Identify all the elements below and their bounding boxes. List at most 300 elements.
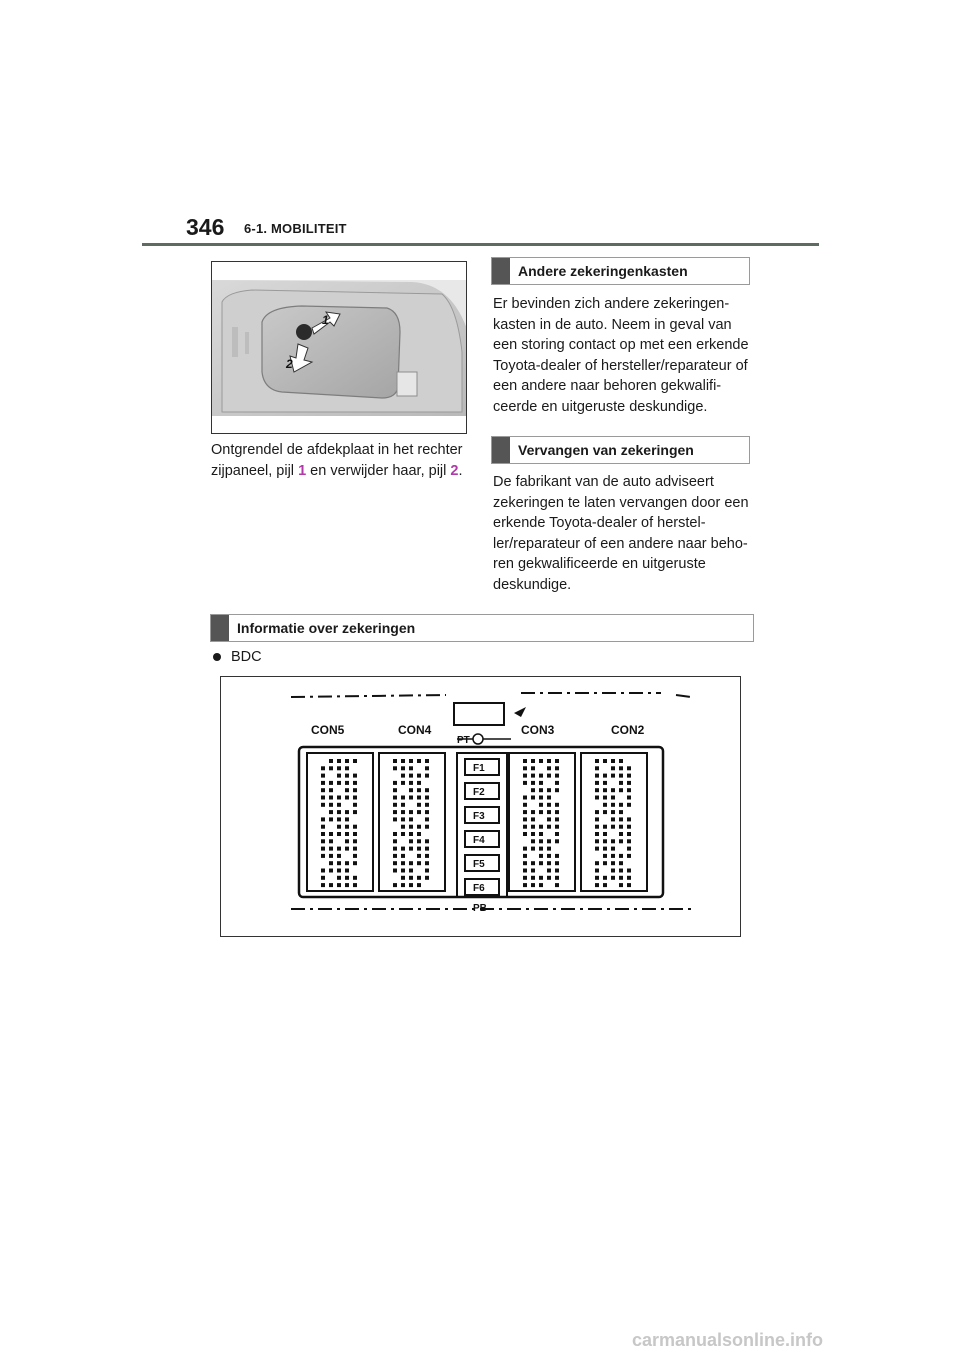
photo-caption — [211, 440, 473, 482]
connector-pin — [417, 774, 421, 778]
connector-pin — [611, 810, 615, 814]
connector-pin — [627, 832, 631, 836]
connector-pin — [417, 839, 421, 843]
connector-pin — [409, 883, 413, 887]
connector-pin — [595, 825, 599, 829]
connector-pin — [523, 759, 527, 763]
connector-pin — [603, 788, 607, 792]
connector-pin — [337, 766, 341, 770]
connector-pin — [547, 759, 551, 763]
connector-pin — [531, 774, 535, 778]
connector-pin — [345, 883, 349, 887]
connector-pin — [329, 861, 333, 865]
connector-pin — [329, 832, 333, 836]
connector-pin — [523, 774, 527, 778]
connector-pin — [523, 861, 527, 865]
connector-pin — [619, 774, 623, 778]
connector-pin — [555, 854, 559, 858]
connector-pin — [321, 766, 325, 770]
connector-pin — [531, 817, 535, 821]
connector-pin — [409, 788, 413, 792]
connector-pin — [353, 832, 357, 836]
arrow-2-label: 2 — [286, 357, 293, 371]
connector-pin — [523, 817, 527, 821]
connector-pin — [531, 796, 535, 800]
connector-label-con5: CON5 — [311, 723, 345, 737]
connector-pin — [417, 810, 421, 814]
connector-pin — [595, 876, 599, 880]
connector-pin — [353, 825, 357, 829]
connector-pin — [595, 810, 599, 814]
connector-pin — [321, 825, 325, 829]
connector-pin — [531, 810, 535, 814]
connector-pin — [539, 810, 543, 814]
heading-label: Informatie over zekeringen — [237, 620, 416, 636]
connector-pin — [425, 796, 429, 800]
connector-pin — [555, 876, 559, 880]
connector-pin — [409, 847, 413, 851]
connector-pin — [547, 861, 551, 865]
connector-label-con4: CON4 — [398, 723, 432, 737]
connector-pin — [393, 883, 397, 887]
connector-pin — [425, 766, 429, 770]
connector-pin — [611, 825, 615, 829]
connector-pin — [619, 781, 623, 785]
heading-replacing-fuses — [491, 436, 750, 464]
caption-line-1: Ontgrendel de afdekplaat in het rechter — [211, 442, 463, 458]
connector-pin — [409, 774, 413, 778]
connector-pin — [547, 796, 551, 800]
connector-pin — [555, 766, 559, 770]
connector-pin — [329, 788, 333, 792]
connector-pin — [417, 781, 421, 785]
connector-label-con2: CON2 — [611, 723, 645, 737]
connector-pin — [627, 817, 631, 821]
connector-pin — [393, 803, 397, 807]
connector-pin — [523, 810, 527, 814]
connector-pin — [539, 861, 543, 865]
connector-pin — [393, 759, 397, 763]
connector-pin — [611, 861, 615, 865]
connector-pin — [539, 774, 543, 778]
connector-pin — [531, 781, 535, 785]
connector-pin — [595, 759, 599, 763]
connector-pin — [595, 883, 599, 887]
connector-pin — [409, 832, 413, 836]
connector-pin — [555, 810, 559, 814]
connector-pin — [425, 825, 429, 829]
connector-pin — [627, 803, 631, 807]
connector-pin — [337, 810, 341, 814]
connector-pin — [523, 825, 527, 829]
connector-pin — [321, 854, 325, 858]
connector-pin — [523, 854, 527, 858]
connector-pin — [555, 803, 559, 807]
connector-pin — [555, 839, 559, 843]
connector-pin — [393, 854, 397, 858]
connector-pin — [531, 847, 535, 851]
connector-pin — [603, 759, 607, 763]
connector-pin — [345, 876, 349, 880]
connector-pin — [329, 883, 333, 887]
connector-pin — [345, 869, 349, 873]
connector-pin — [345, 839, 349, 843]
arrow-2-ref: 2 — [450, 463, 459, 479]
connector-pin — [417, 847, 421, 851]
paragraph-other-fuse-boxes: Er bevinden zich andere zekeringen- kasten in de auto. Neem in geval van een storing contact op met een erkende Toyota-dealer of hersteller/reparateur of een andere naar behoren gekwalifi- ceerde en uitgeruste deskundige. — [493, 296, 749, 415]
fuse-label-f6: F6 — [473, 883, 485, 894]
connector-pin — [345, 774, 349, 778]
connector-pin — [337, 803, 341, 807]
bullet-bdc — [213, 649, 262, 665]
connector-pin — [329, 781, 333, 785]
connector-pin — [523, 883, 527, 887]
connector-pin — [619, 810, 623, 814]
connector-pin — [539, 847, 543, 851]
connector-pin — [337, 825, 341, 829]
connector-pin — [531, 832, 535, 836]
connector-pin — [539, 854, 543, 858]
connector-pin — [401, 810, 405, 814]
connector-pin — [531, 759, 535, 763]
connector-pin — [401, 847, 405, 851]
connector-pin — [417, 876, 421, 880]
connector-pin — [627, 847, 631, 851]
connector-pin — [603, 832, 607, 836]
connector-pin — [547, 839, 551, 843]
connector-pin — [603, 847, 607, 851]
connector-pin — [603, 810, 607, 814]
connector-pin — [393, 817, 397, 821]
connector-pin — [401, 774, 405, 778]
connector-pin — [619, 869, 623, 873]
connector-pin — [611, 869, 615, 873]
connector-pin — [393, 832, 397, 836]
connector-pin — [353, 854, 357, 858]
connector-pin — [547, 854, 551, 858]
connector-pin — [611, 788, 615, 792]
connector-pin — [409, 861, 413, 865]
connector-pin — [425, 869, 429, 873]
connector-pin — [393, 839, 397, 843]
connector-pin — [329, 839, 333, 843]
connector-pin — [627, 825, 631, 829]
connector-pin — [417, 854, 421, 858]
heading-label: Vervangen van zekeringen — [518, 442, 694, 458]
connector-pin — [409, 869, 413, 873]
connector-pin — [619, 876, 623, 880]
connector-pin — [393, 781, 397, 785]
connector-pin — [353, 839, 357, 843]
connector-pin — [425, 861, 429, 865]
connector-pin — [401, 861, 405, 865]
connector-pin — [531, 766, 535, 770]
fuse-label-f1: F1 — [473, 763, 485, 774]
connector-pin — [345, 832, 349, 836]
connector-pin — [611, 759, 615, 763]
connector-pin — [329, 810, 333, 814]
connector-pin — [547, 810, 551, 814]
watermark: carmanualsonline.info — [632, 1330, 824, 1350]
connector-pin — [619, 883, 623, 887]
connector-pin — [401, 854, 405, 858]
connector-pin — [619, 861, 623, 865]
connector-pin — [627, 766, 631, 770]
connector-pin — [619, 803, 623, 807]
connector-pin — [555, 774, 559, 778]
connector-pin — [417, 788, 421, 792]
connector-pin — [595, 781, 599, 785]
connector-pin — [425, 854, 429, 858]
connector-pin — [603, 861, 607, 865]
arrow-1-ref: 1 — [298, 463, 307, 479]
connector-pin — [329, 796, 333, 800]
bottom-terminal-label: PB — [473, 903, 487, 914]
connector-pin — [401, 766, 405, 770]
connector-pin — [627, 869, 631, 873]
paragraph-replacing-fuses: De fabrikant van de auto adviseert zekeringen te laten vervangen door een erkende Toyota-dealer of herstel- ler/reparateur of een andere naar beho- ren gekwalificeerde en uitgeruste deskundige. — [493, 474, 749, 593]
connector-pin — [539, 759, 543, 763]
connector-pin — [353, 861, 357, 865]
connector-pin — [555, 825, 559, 829]
connector-pin — [329, 847, 333, 851]
connector-pin — [353, 803, 357, 807]
connector-pin — [425, 774, 429, 778]
fuse-label-f5: F5 — [473, 859, 485, 870]
connector-pin — [523, 876, 527, 880]
connector-pin — [329, 803, 333, 807]
page-number: 346 — [186, 214, 225, 240]
connector-pin — [619, 788, 623, 792]
connector-pin — [547, 876, 551, 880]
connector-pin — [353, 847, 357, 851]
connector-pin — [627, 854, 631, 858]
connector-pin — [531, 883, 535, 887]
connector-pin — [393, 847, 397, 851]
connector-pin — [555, 832, 559, 836]
connector-pin — [345, 810, 349, 814]
connector-pin — [611, 803, 615, 807]
connector-pin — [401, 876, 405, 880]
connector-pin — [627, 781, 631, 785]
connector-pin — [523, 832, 527, 836]
connector-pin — [547, 847, 551, 851]
connector-pin — [547, 803, 551, 807]
connector-pin — [555, 781, 559, 785]
connector-pin — [321, 839, 325, 843]
connector-pin — [627, 839, 631, 843]
connector-pin — [547, 774, 551, 778]
connector-pin — [603, 839, 607, 843]
connector-pin — [547, 788, 551, 792]
fuse-label-f3: F3 — [473, 811, 485, 822]
connector-pin — [329, 766, 333, 770]
connector-pin — [603, 774, 607, 778]
connector-pin — [345, 861, 349, 865]
connector-pin — [595, 861, 599, 865]
fuse-label-f4: F4 — [473, 835, 485, 846]
connector-pin — [523, 796, 527, 800]
connector-pin — [353, 781, 357, 785]
connector-pin — [611, 854, 615, 858]
connector-pin — [531, 869, 535, 873]
connector-pin — [401, 825, 405, 829]
connector-pin — [337, 774, 341, 778]
section-title: 6-1. MOBILITEIT — [244, 221, 347, 236]
connector-pin — [539, 839, 543, 843]
connector-pin — [611, 766, 615, 770]
connector-pin — [539, 876, 543, 880]
connector-pin — [619, 766, 623, 770]
connector-pin — [393, 766, 397, 770]
connector-pin — [619, 832, 623, 836]
connector-pin — [353, 774, 357, 778]
connector-pin — [337, 876, 341, 880]
connector-pin — [603, 883, 607, 887]
connector-pin — [393, 810, 397, 814]
connector-pin — [321, 781, 325, 785]
connector-pin — [409, 825, 413, 829]
connector-pin — [321, 869, 325, 873]
connector-pin — [345, 788, 349, 792]
connector-pin — [619, 759, 623, 763]
connector-pin — [595, 788, 599, 792]
connector-pin — [539, 825, 543, 829]
connector-pin — [619, 854, 623, 858]
connector-pin — [595, 869, 599, 873]
connector-pin — [345, 817, 349, 821]
heading-bar — [492, 437, 510, 463]
connector-pin — [603, 854, 607, 858]
connector-pin — [417, 759, 421, 763]
connector-pin — [523, 847, 527, 851]
connector-pin — [345, 781, 349, 785]
connector-pin — [425, 847, 429, 851]
connector-pin — [337, 832, 341, 836]
connector-pin — [523, 781, 527, 785]
connector-pin — [353, 876, 357, 880]
connector-pin — [337, 861, 341, 865]
connector-pin — [603, 781, 607, 785]
connector-pin — [337, 759, 341, 763]
connector-pin — [555, 883, 559, 887]
connector-pin — [595, 847, 599, 851]
connector-pin — [531, 839, 535, 843]
connector-pin — [595, 774, 599, 778]
connector-pin — [409, 810, 413, 814]
connector-pin — [321, 788, 325, 792]
connector-pin — [555, 759, 559, 763]
connector-pin — [329, 869, 333, 873]
connector-pin — [345, 847, 349, 851]
connector-pin — [417, 825, 421, 829]
connector-pin — [531, 876, 535, 880]
connector-pin — [531, 788, 535, 792]
connector-pin — [345, 825, 349, 829]
trunk-panel-photo — [211, 261, 467, 434]
connector-pin — [611, 796, 615, 800]
connector-pin — [619, 825, 623, 829]
connector-pin — [547, 817, 551, 821]
connector-pin — [611, 839, 615, 843]
connector-pin — [329, 854, 333, 858]
connector-pin — [539, 796, 543, 800]
connector-pin — [539, 883, 543, 887]
connector-pin — [409, 759, 413, 763]
connector-pin — [409, 766, 413, 770]
connector-pin — [321, 847, 325, 851]
connector-pin — [547, 766, 551, 770]
connector-pin — [425, 817, 429, 821]
connector-pin — [409, 796, 413, 800]
connector-pin — [321, 803, 325, 807]
connector-pin — [353, 810, 357, 814]
bullet-dot-icon — [213, 653, 221, 661]
connector-pin — [611, 817, 615, 821]
heading-fuse-information — [210, 614, 754, 642]
fuse-label-f2: F2 — [473, 787, 485, 798]
bdc-fuse-diagram — [220, 676, 741, 937]
connector-pin — [425, 759, 429, 763]
connector-pin — [409, 817, 413, 821]
connector-pin — [595, 817, 599, 821]
connector-pin — [329, 759, 333, 763]
connector-pin — [547, 825, 551, 829]
connector-pin — [329, 817, 333, 821]
connector-pin — [321, 832, 325, 836]
connector-pin — [555, 788, 559, 792]
connector-pin — [425, 788, 429, 792]
connector-pin — [345, 796, 349, 800]
connector-pin — [337, 796, 341, 800]
connector-pin — [401, 796, 405, 800]
connector-pin — [321, 883, 325, 887]
connector-pin — [595, 766, 599, 770]
caption-line-2: zijpaneel, pijl 1 en verwijder haar, pijl 2. — [211, 463, 463, 479]
bullet-label: BDC — [231, 649, 262, 665]
connector-pin — [417, 832, 421, 836]
connector-pin — [547, 869, 551, 873]
heading-bar — [211, 615, 229, 641]
connector-pin — [603, 876, 607, 880]
connector-pin — [555, 861, 559, 865]
heading-bar — [492, 258, 510, 284]
connector-pin — [425, 803, 429, 807]
connector-pin — [321, 774, 325, 778]
connector-pin — [627, 876, 631, 880]
connector-pin — [611, 774, 615, 778]
connector-pin — [401, 832, 405, 836]
connector-pin — [595, 832, 599, 836]
connector-pin — [401, 869, 405, 873]
connector-pin — [531, 825, 535, 829]
connector-pin — [337, 781, 341, 785]
header-rule — [142, 243, 819, 246]
connector-pin — [627, 883, 631, 887]
connector-pin — [417, 861, 421, 865]
connector-pin — [393, 861, 397, 865]
arrow-1-label: 1 — [322, 313, 329, 327]
connector-pin — [523, 803, 527, 807]
connector-pin — [393, 788, 397, 792]
connector-pin — [337, 847, 341, 851]
connector-pin — [401, 817, 405, 821]
connector-pin — [425, 876, 429, 880]
connector-pin — [401, 781, 405, 785]
connector-pin — [393, 796, 397, 800]
connector-pin — [353, 788, 357, 792]
connector-pin — [531, 861, 535, 865]
